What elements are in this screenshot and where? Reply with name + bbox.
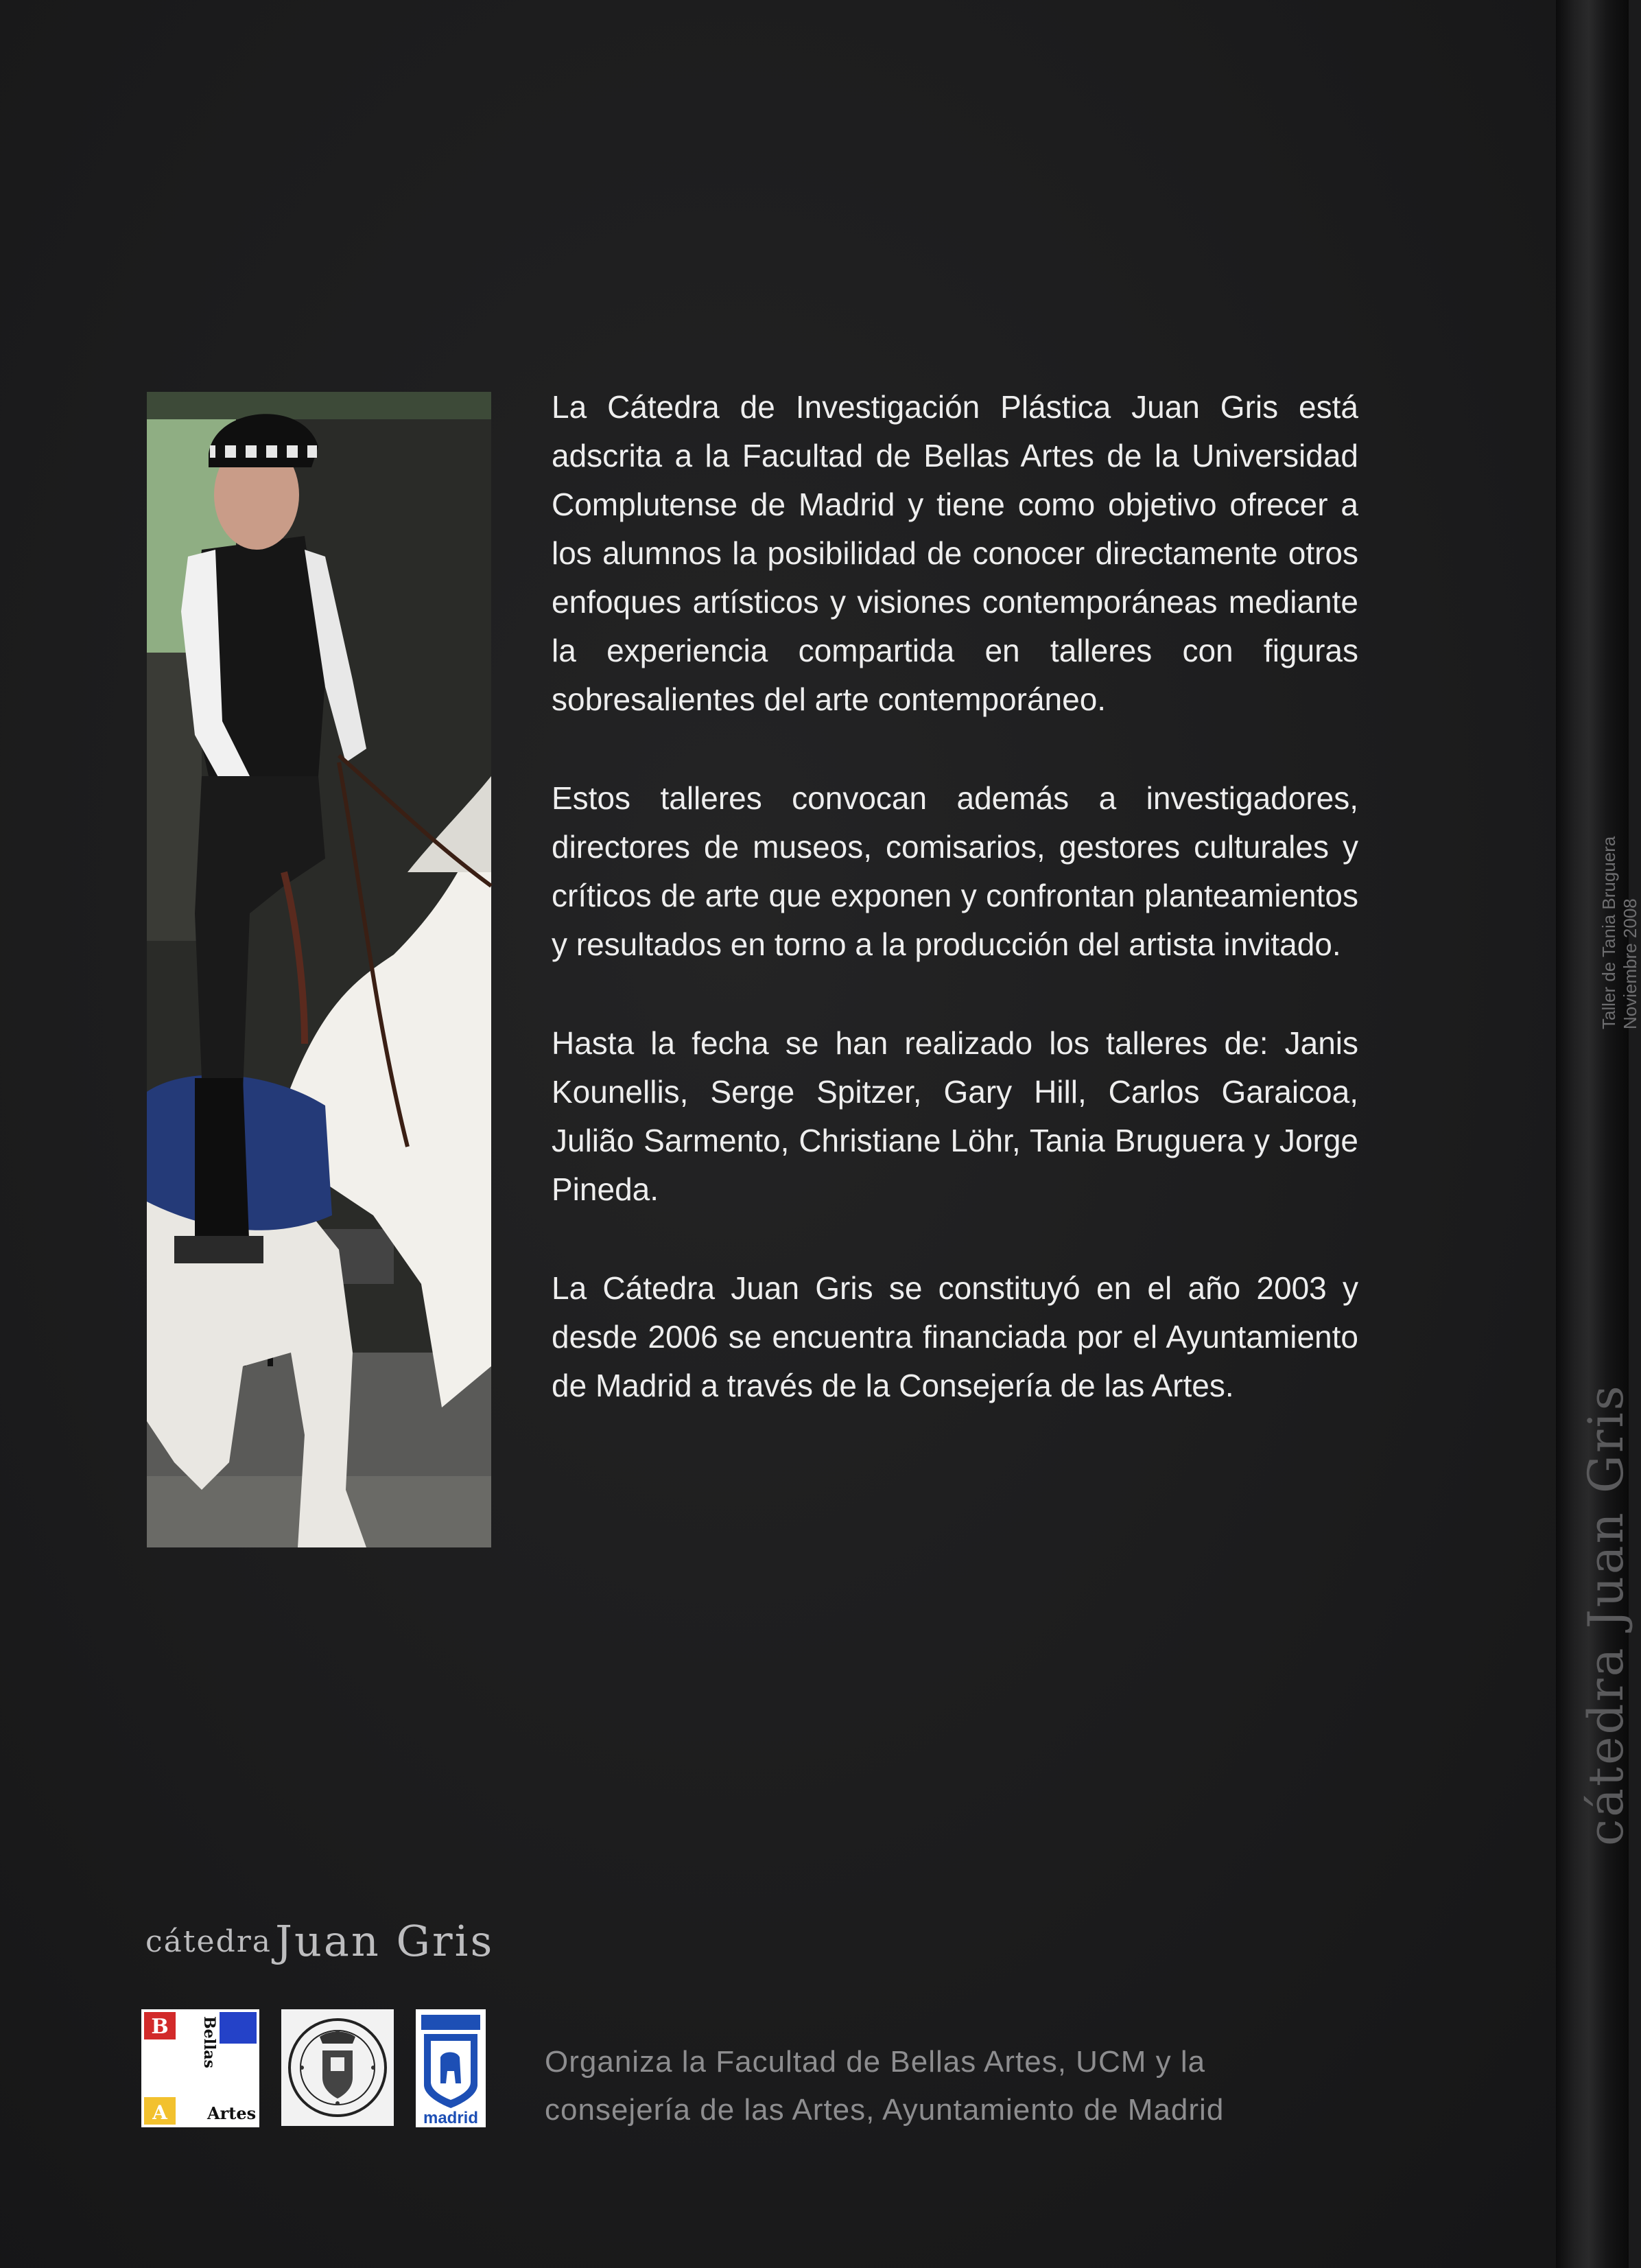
paragraph-intro: La Cátedra de Investigación Plástica Juan Gris está adscrita a la Facultad de Bellas Artes de la Universidad Complutense de Madrid y tiene como objetivo ofrecer a los alumnos la posibilidad de conocer directamente otros enfoques artísticos y visiones contemporáneas mediante la experiencia compartida en talleres con figuras sobresalientes del arte contemporáneo. <box>552 389 1358 717</box>
ucm-seal-graphic <box>281 2009 394 2126</box>
book-spine <box>1556 0 1629 2268</box>
spine-subtitle-line2: Noviembre 2008 <box>1620 898 1640 1029</box>
bellas-word: Bellas <box>200 2016 218 2068</box>
spine-subtitle <box>1598 837 1641 1029</box>
spine-title: cátedra Juan Gris <box>1578 1383 1634 1846</box>
bellas-letter-b: B <box>151 2015 169 2039</box>
police-rider-photo <box>147 392 491 1547</box>
footer-line-1: Organiza la Facultad de Bellas Artes, UCM y la <box>545 2045 1206 2079</box>
bellas-artes-logo-graphic <box>141 2009 259 2127</box>
footer-line-2: consejería de las Artes, Ayuntamiento de Madrid <box>545 2093 1225 2127</box>
main-text-block <box>552 383 1358 1460</box>
paragraph-artistas: Hasta la fecha se han realizado los talleres de: Janis Kounellis, Serge Spitzer, Gary Hill, Carlos Garaicoa, Julião Sarmento, Christiane Löhr, Tania Bruguera y Jorge Pineda. <box>552 1025 1358 1207</box>
footer-credits <box>545 2038 1349 2134</box>
paragraph-talleres: Estos talleres convocan además a investigadores, directores de museos, comisarios, gestores culturales y críticos de arte que exponen y confrontan planteamientos y resultados en torno a la producción del artista invitado. <box>552 780 1358 962</box>
spine-subtitle-line1: Taller de Tania Bruguera <box>1598 836 1619 1029</box>
madrid-coat-of-arms-logo <box>416 2009 486 2127</box>
ucm-seal-logo <box>281 2009 394 2126</box>
catedra-juan-gris-logo <box>145 1916 494 1966</box>
catedra-logo-big: Juan Gris <box>275 1916 495 1966</box>
paragraph-financiacion: La Cátedra Juan Gris se constituyó en el año 2003 y desde 2006 se encuentra financiada por el Ayuntamiento de Madrid a través de la Consejería de las Artes. <box>552 1270 1358 1403</box>
catedra-logo-small: cátedra <box>145 1924 272 1959</box>
bellas-artes-logo <box>141 2009 259 2127</box>
artes-word: Artes <box>207 2103 257 2123</box>
police-rider-illustration <box>147 392 491 1547</box>
bellas-letter-a: A <box>152 2101 167 2124</box>
madrid-logo-graphic <box>416 2009 486 2127</box>
madrid-word: madrid <box>423 2109 479 2127</box>
